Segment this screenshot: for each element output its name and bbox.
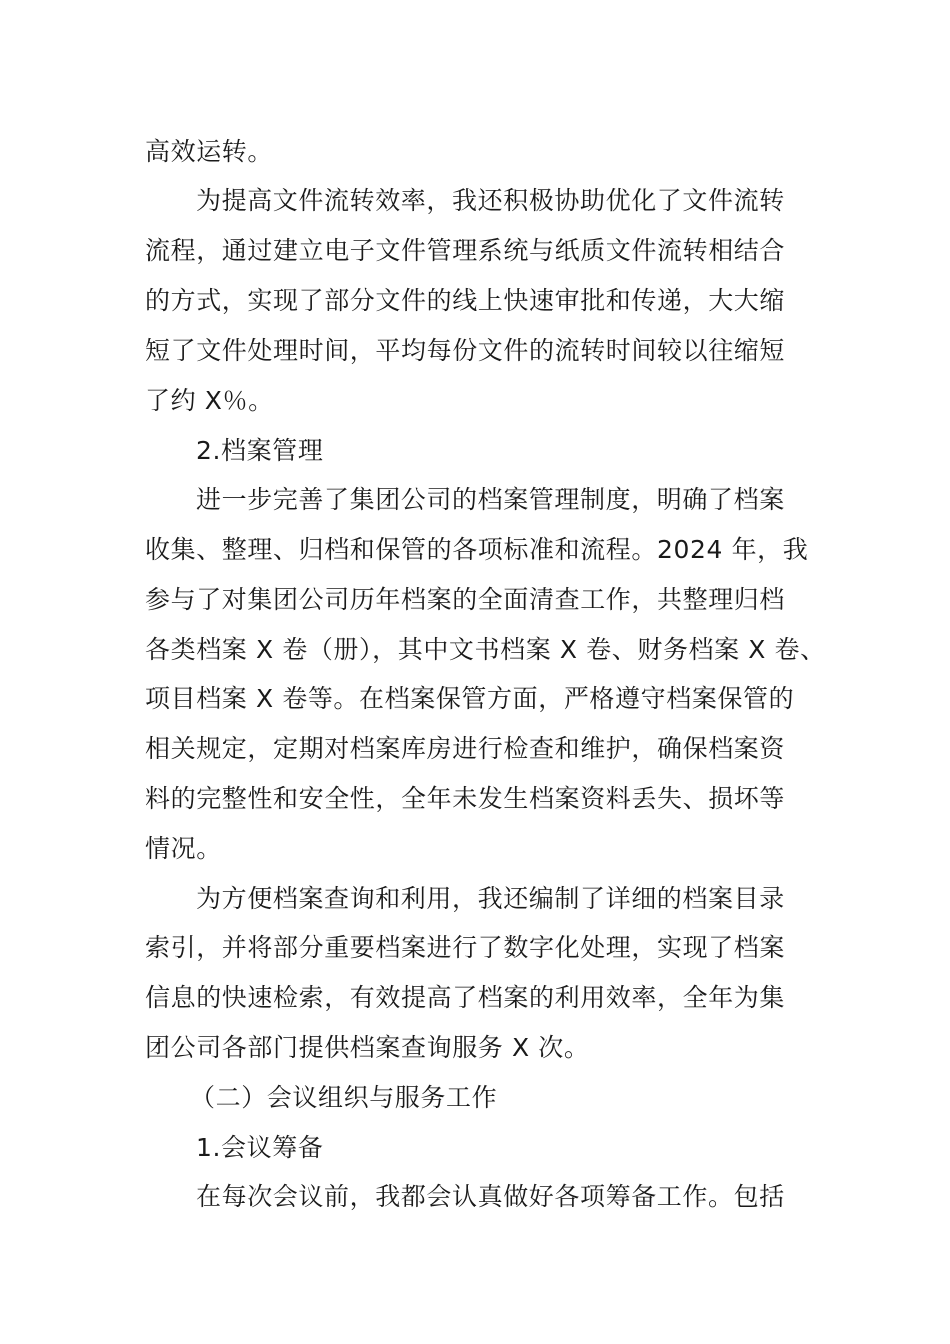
- paragraph-line: 收集、整理、归档和保管的各项标准和流程。2024 年，我: [145, 535, 809, 564]
- paragraph-line: 索引，并将部分重要档案进行了数字化处理，实现了档案: [145, 933, 786, 962]
- paragraph-line: 在每次会议前，我都会认真做好各项筹备工作。包括: [196, 1182, 785, 1211]
- paragraph-line: 团公司各部门提供档案查询服务 X 次。: [145, 1033, 590, 1062]
- paragraph-line: 的方式，实现了部分文件的线上快速审批和传递，大大缩: [145, 286, 786, 315]
- section-heading: （二）会议组织与服务工作: [190, 1083, 498, 1112]
- paragraph-line: 项目档案 X 卷等。在档案保管方面，严格遵守档案保管的: [145, 684, 795, 713]
- paragraph-line: 参与了对集团公司历年档案的全面清查工作，共整理归档: [145, 585, 786, 614]
- paragraph-line: 为方便档案查询和利用，我还编制了详细的档案目录: [196, 884, 785, 913]
- paragraph-line: 信息的快速检索，有效提高了档案的利用效率，全年为集: [145, 983, 786, 1012]
- paragraph-line: 进一步完善了集团公司的档案管理制度，明确了档案: [196, 485, 785, 514]
- paragraph-line: 情况。: [145, 834, 222, 863]
- paragraph-line: 各类档案 X 卷（册），其中文书档案 X 卷、财务档案 X 卷、: [145, 635, 826, 664]
- paragraph-line: 流程，通过建立电子文件管理系统与纸质文件流转相结合: [145, 236, 786, 265]
- paragraph-line: 相关规定，定期对档案库房进行检查和维护，确保档案资: [145, 734, 786, 763]
- paragraph-line: 了约 X％。: [145, 386, 274, 415]
- paragraph-line: 高效运转。: [145, 137, 274, 166]
- paragraph-line: 料的完整性和安全性，全年未发生档案资料丢失、损坏等: [145, 784, 786, 813]
- paragraph-line: 短了文件处理时间，平均每份文件的流转时间较以往缩短: [145, 336, 786, 365]
- paragraph-line: 为提高文件流转效率，我还积极协助优化了文件流转: [196, 186, 785, 215]
- section-heading: 2.档案管理: [196, 436, 324, 465]
- subsection-heading: 1.会议筹备: [196, 1133, 324, 1162]
